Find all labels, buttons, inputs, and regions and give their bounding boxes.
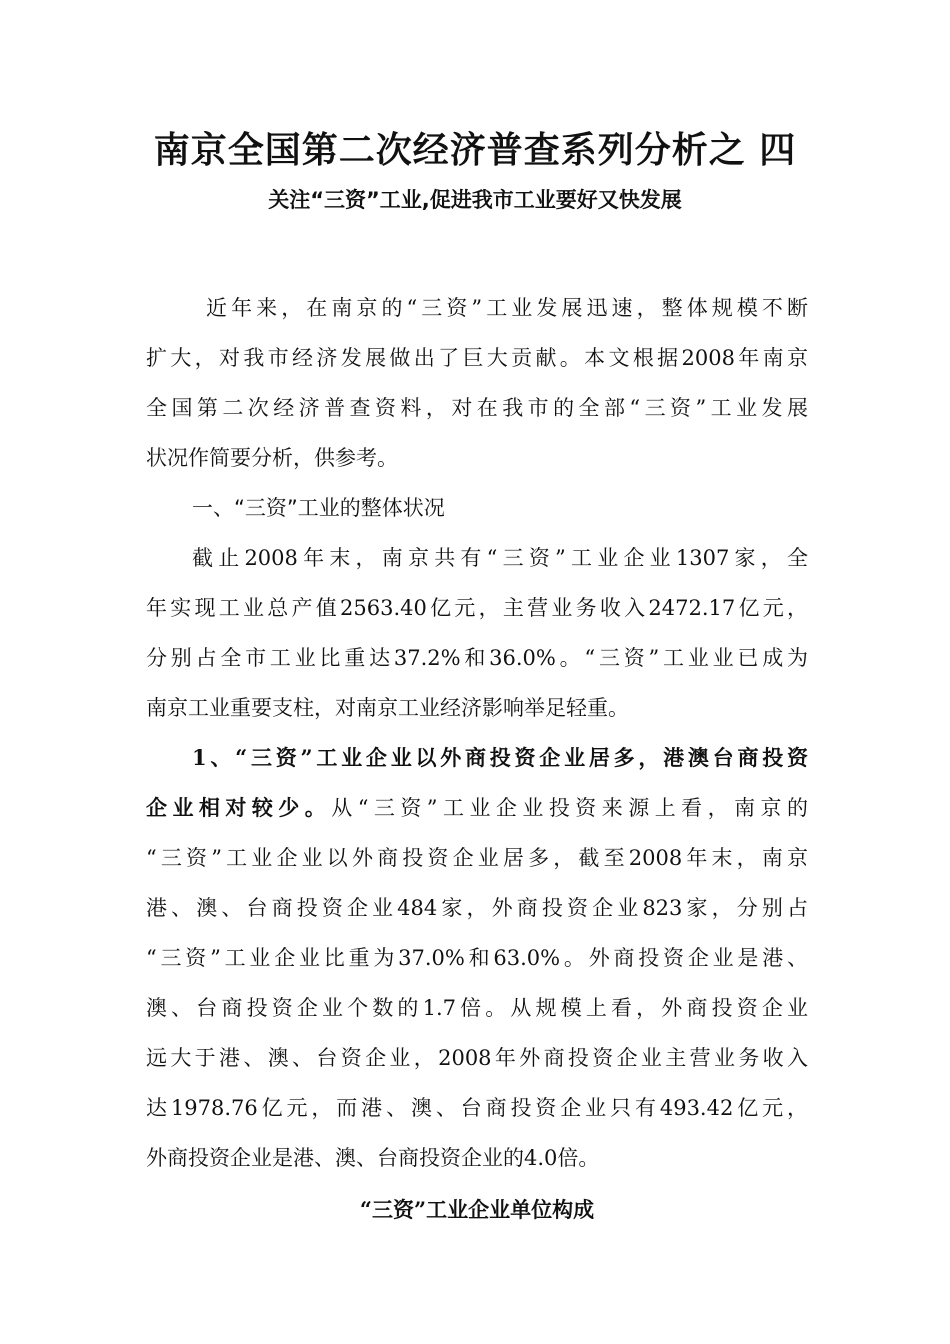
paragraph-line: 南京工业重要支柱，对南京工业经济影响举足轻重。 — [146, 696, 629, 720]
paragraph-line: 远大于港、澳、台资企业，2008年外商投资企业主营业务收入 — [146, 1046, 808, 1070]
paragraph-line: “三资”工业企业比重为37.0%和63.0%。外商投资企业是港、 — [146, 946, 808, 970]
point-heading-bold: 1、“三资”工业企业以外商投资企业居多，港澳台商投资 — [192, 745, 808, 770]
paragraph-line: 状况作简要分析，供参考。 — [146, 446, 398, 470]
paragraph-line: 外商投资企业是港、澳、台商投资企业的4.0倍。 — [146, 1146, 600, 1170]
section-heading: 一、“三资”工业的整体状况 — [192, 496, 445, 520]
paragraph-line: 截止2008年末，南京共有“三资”工业企业1307家，全 — [192, 546, 808, 570]
paragraph-line: 澳、台商投资企业个数的1.7倍。从规模上看，外商投资企业 — [146, 996, 808, 1020]
paragraph-line: 港、澳、台商投资企业484家，外商投资企业823家，分别占 — [146, 896, 808, 920]
point-heading-line — [146, 733, 808, 783]
document-title: 南京全国第二次经济普查系列分析之 四 — [153, 130, 797, 171]
point-heading-line — [146, 783, 808, 833]
point-heading-bold: 企业相对较少。 — [146, 795, 332, 820]
paragraph-line: 分别占全市工业比重达37.2%和36.0%。“三资”工业业已成为 — [146, 646, 808, 670]
document-body — [146, 283, 808, 1235]
paragraph-line: “三资”工业企业以外商投资企业居多，截至2008年末，南京 — [146, 846, 808, 870]
paragraph-line: 达1978.76亿元，而港、澳、台商投资企业只有493.42亿元， — [146, 1096, 808, 1120]
paragraph-line: 近年来，在南京的“三资”工业发展迅速，整体规模不断 — [206, 296, 808, 320]
paragraph-line: 全国第二次经济普查资料，对在我市的全部“三资”工业发展 — [146, 396, 808, 420]
table-caption: “三资”工业企业单位构成 — [359, 1197, 595, 1222]
paragraph-line: 扩大，对我市经济发展做出了巨大贡献。本文根据2008年南京 — [146, 346, 808, 370]
document-subtitle: 关注“三资”工业,促进我市工业要好又快发展 — [268, 188, 682, 212]
paragraph-line: 年实现工业总产值2563.40亿元，主营业务收入2472.17亿元， — [146, 596, 808, 620]
paragraph-text: 从“三资”工业企业投资来源上看，南京的 — [331, 796, 808, 820]
